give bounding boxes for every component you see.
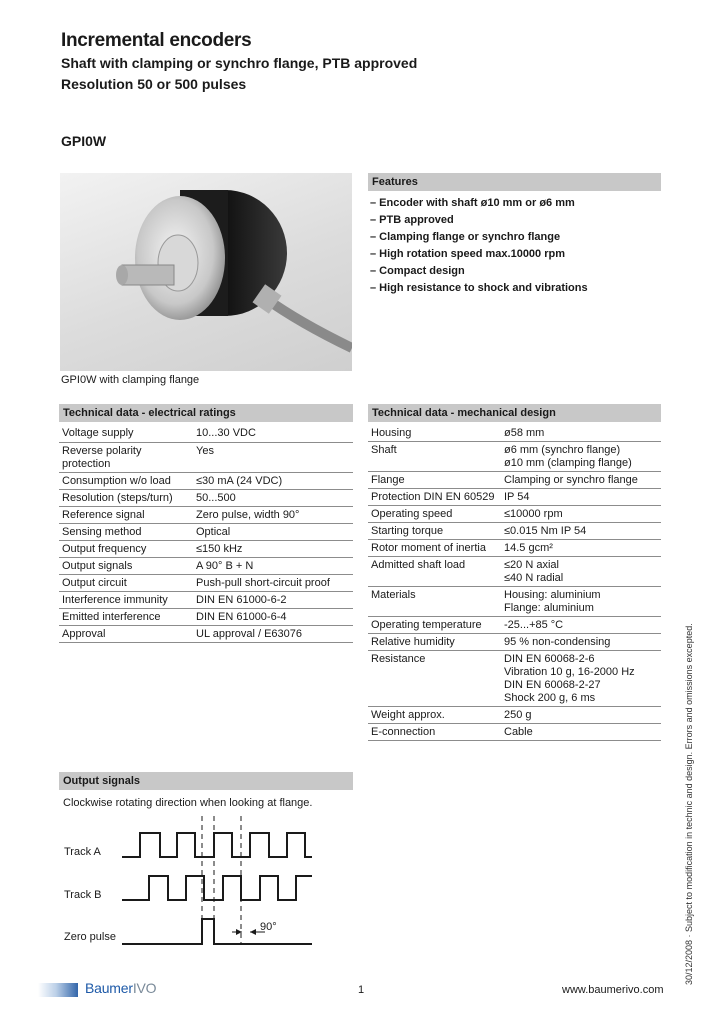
spec-value	[501, 617, 661, 634]
table-row	[59, 574, 353, 591]
spec-value-line: IP 54	[504, 491, 530, 503]
spec-value	[501, 425, 661, 442]
spec-value-line: DIN EN 60068-2-27	[504, 679, 601, 691]
track-b-label: Track B	[64, 889, 102, 901]
spec-value: ≤150 kHz	[193, 540, 353, 557]
zero-pulse-waveform	[122, 919, 312, 944]
spec-value	[501, 557, 661, 587]
spec-value	[501, 540, 661, 557]
spec-value	[501, 707, 661, 724]
spec-value	[501, 651, 661, 707]
dimension-arrow-icon	[250, 929, 256, 935]
disclaimer-note: 30/12/2008 · Subject to modification in technic and design. Errors and omissions excepted.	[684, 623, 694, 985]
features-list	[370, 196, 588, 298]
spec-key: Emitted interference	[59, 608, 193, 625]
company-logo	[85, 980, 156, 996]
spec-key: Operating speed	[368, 506, 501, 523]
spec-value: A 90° B + N	[193, 557, 353, 574]
table-row	[59, 442, 353, 472]
feature-item: – High resistance to shock and vibrations	[370, 282, 588, 294]
table-row	[368, 634, 661, 651]
spec-value: DIN EN 61000-6-2	[193, 591, 353, 608]
spec-key: Reference signal	[59, 506, 193, 523]
spec-key: Output circuit	[59, 574, 193, 591]
table-row	[368, 472, 661, 489]
table-row	[59, 506, 353, 523]
model-name: GPI0W	[61, 133, 107, 149]
page-number: 1	[358, 984, 365, 996]
spec-key: Materials	[368, 587, 501, 617]
table-row	[368, 506, 661, 523]
spec-value-line: ≤10000 rpm	[504, 508, 563, 520]
spec-key: Housing	[368, 425, 501, 442]
spec-value-line: ø58 mm	[504, 427, 545, 439]
spec-value-line: 14.5 gcm²	[504, 542, 553, 554]
table-row	[59, 425, 353, 442]
table-row	[59, 625, 353, 642]
website-link[interactable]: www.baumerivo.com	[562, 984, 664, 996]
spec-value: Yes	[193, 442, 353, 472]
spec-value	[501, 506, 661, 523]
spec-value-line: 250 g	[504, 709, 532, 721]
spec-key: Voltage supply	[59, 425, 193, 442]
spec-value	[501, 472, 661, 489]
spec-value-line: Shock 200 g, 6 ms	[504, 692, 596, 704]
spec-value-line: 95 % non-condensing	[504, 636, 611, 648]
spec-value: 50...500	[193, 489, 353, 506]
spec-value-line: DIN EN 60068-2-6	[504, 653, 595, 665]
spec-value: UL approval / E63076	[193, 625, 353, 642]
table-row	[59, 472, 353, 489]
table-row	[368, 617, 661, 634]
spec-value: 10...30 VDC	[193, 425, 353, 442]
table-row	[368, 540, 661, 557]
table-row	[368, 442, 661, 472]
spec-key: Output frequency	[59, 540, 193, 557]
spec-key: Shaft	[368, 442, 501, 472]
table-row	[59, 557, 353, 574]
spec-key: Weight approx.	[368, 707, 501, 724]
table-row	[59, 608, 353, 625]
table-row	[368, 489, 661, 506]
spec-key: Reverse polarity protection	[59, 442, 193, 472]
spec-value-line: Flange: aluminium	[504, 602, 594, 614]
feature-item: – PTB approved	[370, 214, 454, 226]
spec-value: Optical	[193, 523, 353, 540]
table-row	[368, 557, 661, 587]
spec-key: Rotor moment of inertia	[368, 540, 501, 557]
spec-key: Resolution (steps/turn)	[59, 489, 193, 506]
spec-key: Sensing method	[59, 523, 193, 540]
output-signals-description: Clockwise rotating direction when looking at flange.	[63, 797, 313, 809]
spec-value-line: Clamping or synchro flange	[504, 474, 638, 486]
page-subtitle-2: Resolution 50 or 500 pulses	[61, 76, 247, 92]
spec-key: Approval	[59, 625, 193, 642]
spec-value-line: -25...+85 °C	[504, 619, 564, 631]
spec-value	[501, 634, 661, 651]
footer-gradient-bar	[38, 983, 78, 997]
feature-item: – Encoder with shaft ø10 mm or ø6 mm	[370, 197, 575, 209]
feature-item: – Clamping flange or synchro flange	[370, 231, 561, 243]
table-row	[59, 489, 353, 506]
spec-value: Zero pulse, width 90°	[193, 506, 353, 523]
spec-value-line: ≤20 N axial	[504, 559, 559, 571]
spec-value-line: ≤40 N radial	[504, 572, 564, 584]
track-a-waveform	[122, 833, 312, 857]
mechanical-heading: Technical data - mechanical design	[368, 404, 661, 422]
table-row	[368, 523, 661, 540]
spec-value	[501, 442, 661, 472]
electrical-heading: Technical data - electrical ratings	[59, 404, 353, 422]
feature-item: – Compact design	[370, 265, 465, 277]
spec-key: Relative humidity	[368, 634, 501, 651]
spec-key: Consumption w/o load	[59, 472, 193, 489]
spec-value-line: ø6 mm (synchro flange)	[504, 444, 621, 456]
track-a-label: Track A	[64, 846, 101, 858]
spec-value	[501, 489, 661, 506]
spec-value-line: Cable	[504, 726, 533, 738]
logo-baumer: Baumer	[85, 980, 133, 996]
spec-key: Operating temperature	[368, 617, 501, 634]
table-row	[368, 587, 661, 617]
spec-value-line: ø10 mm (clamping flange)	[504, 457, 632, 469]
spec-key: Interference immunity	[59, 591, 193, 608]
zero-pulse-label: Zero pulse	[64, 931, 116, 943]
spec-key: Admitted shaft load	[368, 557, 501, 587]
logo-ivo: IVO	[132, 980, 157, 996]
page-title: Incremental encoders	[61, 30, 252, 51]
spec-value	[501, 724, 661, 741]
table-row	[59, 591, 353, 608]
encoder-image	[60, 173, 352, 371]
photo-caption: GPI0W with clamping flange	[61, 374, 200, 386]
spec-key: Output signals	[59, 557, 193, 574]
electrical-table	[59, 425, 353, 643]
output-signals-diagram	[60, 812, 320, 952]
spec-key: E-connection	[368, 724, 501, 741]
product-photo	[60, 173, 352, 371]
spec-key: Flange	[368, 472, 501, 489]
table-row	[368, 707, 661, 724]
table-row	[59, 540, 353, 557]
page-subtitle-1: Shaft with clamping or synchro flange, PTB approved	[61, 55, 418, 71]
spec-value: DIN EN 61000-6-4	[193, 608, 353, 625]
spec-key: Protection DIN EN 60529	[368, 489, 501, 506]
spec-key: Starting torque	[368, 523, 501, 540]
spec-value: Push-pull short-circuit proof	[193, 574, 353, 591]
table-row	[368, 651, 661, 707]
track-b-waveform	[122, 876, 312, 900]
spec-value: ≤30 mA (24 VDC)	[193, 472, 353, 489]
spec-value	[501, 587, 661, 617]
output-signals-heading: Output signals	[59, 772, 353, 790]
features-heading: Features	[368, 173, 661, 191]
spec-value-line: Vibration 10 g, 16-2000 Hz	[504, 666, 635, 678]
table-row	[368, 425, 661, 442]
phase-angle-label: 90°	[260, 921, 277, 933]
spec-value	[501, 523, 661, 540]
mechanical-table	[368, 425, 661, 741]
table-row	[368, 724, 661, 741]
spec-value-line: Housing: aluminium	[504, 589, 601, 601]
table-row	[59, 523, 353, 540]
feature-item: – High rotation speed max.10000 rpm	[370, 248, 566, 260]
spec-value-line: ≤0.015 Nm IP 54	[504, 525, 587, 537]
spec-key: Resistance	[368, 651, 501, 707]
